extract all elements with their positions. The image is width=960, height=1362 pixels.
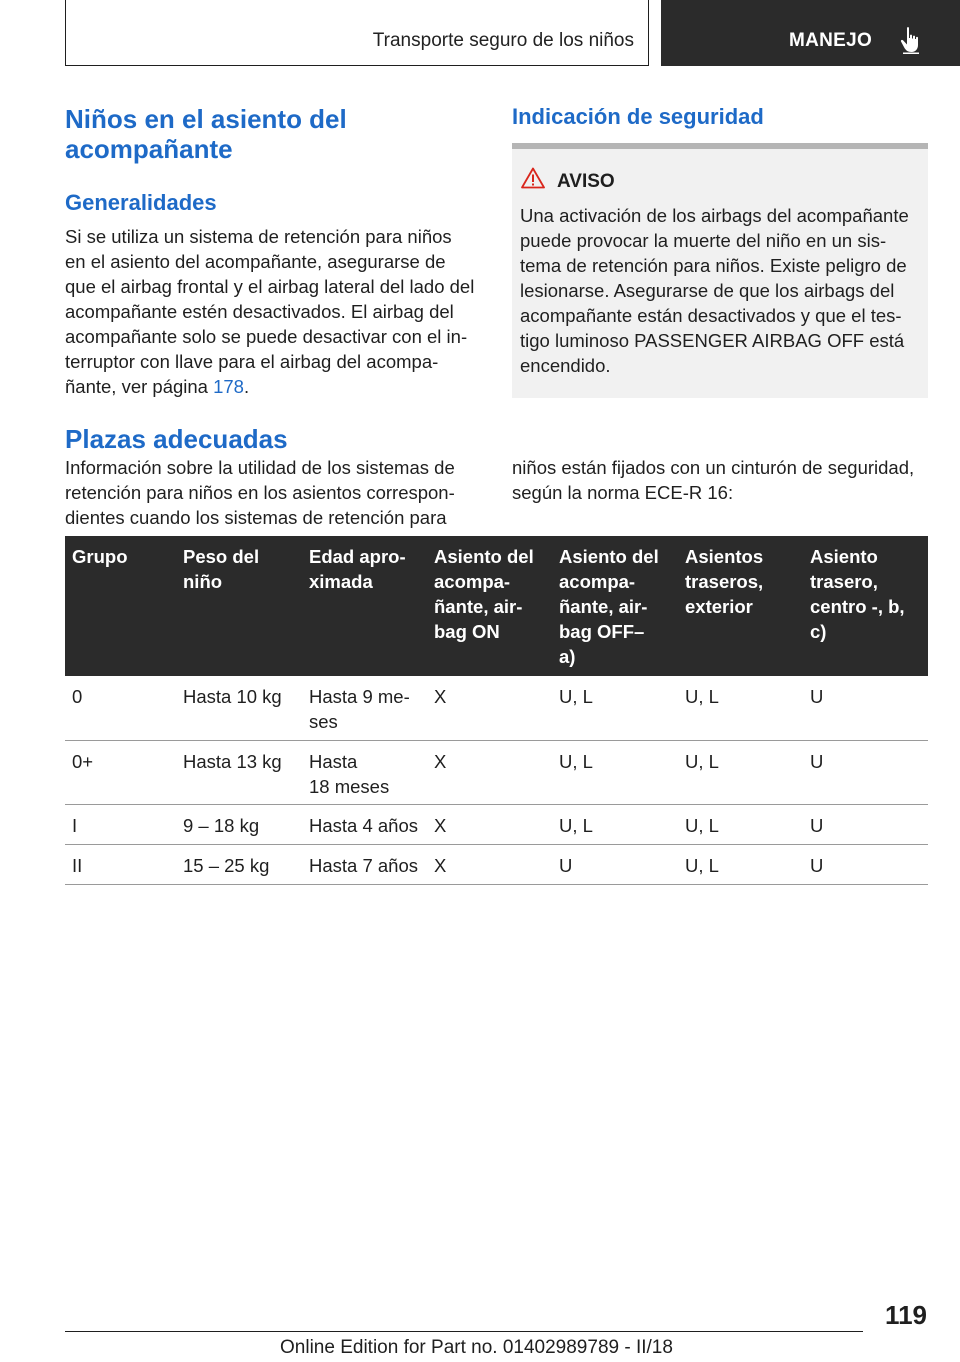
table-cell <box>685 853 719 878</box>
plazas-heading: Plazas adecuadas <box>65 424 288 454</box>
para-line-last <box>65 374 474 399</box>
chapter-tab[interactable] <box>661 0 960 66</box>
table-cell <box>434 853 446 878</box>
para-line: acompañante estén desactivados. El airbag del <box>65 301 454 322</box>
warning-line: lesionarse. Asegurarse de que los airbags del <box>520 280 895 301</box>
para-line: Información sobre la utilidad de los sistemas de <box>65 457 455 478</box>
cell-line: U, L <box>685 751 719 772</box>
page-link[interactable]: 178 <box>213 376 244 397</box>
para-text: ñante, ver página <box>65 376 214 397</box>
table-cell <box>559 684 593 709</box>
cell-line: U, L <box>685 855 719 876</box>
header-line: Peso del <box>183 546 260 567</box>
cell-line: U <box>810 751 824 772</box>
hand-pointer-icon <box>899 26 923 54</box>
table-cell <box>72 813 77 838</box>
cell-line: 9 – 18 kg <box>183 815 260 836</box>
cell-line: I <box>72 815 78 836</box>
cell-line: Hasta 4 años <box>309 815 419 836</box>
table-cell <box>810 813 823 838</box>
warning-line: tema de retención para niños. Existe peligro de <box>520 255 907 276</box>
table-header-cell <box>183 544 259 594</box>
edition-note: Online Edition for Part no. 01402989789 - II/18 <box>280 1337 673 1358</box>
table-cell <box>810 853 823 878</box>
table-header-cell <box>810 544 905 644</box>
chapter-label: MANEJO <box>789 30 873 51</box>
section-heading <box>65 104 347 164</box>
para-text: . <box>243 376 250 397</box>
header-line: ximada <box>309 571 373 592</box>
para-line: que el airbag frontal y el airbag lateral del lado del <box>65 276 475 297</box>
cell-line: U <box>810 855 824 876</box>
para-line: niños están fijados con un cinturón de seguridad, <box>512 457 915 478</box>
table-cell <box>72 853 82 878</box>
table-cell <box>434 749 446 774</box>
table-cell <box>559 813 593 838</box>
table-cell <box>810 749 823 774</box>
header-line: Grupo <box>72 546 128 567</box>
warning-title: AVISO <box>557 171 615 192</box>
page-number: 119 <box>885 1300 927 1330</box>
table-cell <box>72 684 82 709</box>
para-line: retención para niños en los asientos correspon‐ <box>65 482 455 503</box>
table-header-cell <box>72 544 128 569</box>
table-cell <box>559 749 593 774</box>
warning-line: acompañante están desactivados y que el tes‐ <box>520 305 902 326</box>
table-cell <box>309 749 389 799</box>
para-line: dientes cuando los sistemas de retención para <box>65 507 447 528</box>
table-cell <box>685 813 719 838</box>
footer-rule <box>65 1331 863 1332</box>
plazas-paragraph-left <box>65 455 455 530</box>
para-line: Si se utiliza un sistema de retención para niños <box>65 226 452 247</box>
table-cell <box>72 749 93 774</box>
section-heading-line: acompañante <box>65 134 233 164</box>
header-line: Asiento <box>810 546 878 567</box>
cell-line: 15 – 25 kg <box>183 855 270 876</box>
table-cell <box>434 684 446 709</box>
table-cell <box>183 813 259 838</box>
cell-line: U, L <box>685 815 719 836</box>
para-line: terruptor con llave para el airbag del acompa‐ <box>65 351 439 372</box>
header-line: ñante, air‐ <box>559 596 648 617</box>
cell-line: 0+ <box>72 751 94 772</box>
cell-line: X <box>434 855 447 876</box>
header-line: acompa‐ <box>559 571 636 592</box>
section-header <box>65 0 649 66</box>
table-cell <box>685 684 719 709</box>
header-line: Asiento del <box>434 546 534 567</box>
table-cell <box>309 813 418 838</box>
cell-line: U <box>559 855 573 876</box>
section-heading-line: Niños en el asiento del <box>65 104 347 134</box>
header-line: Asiento del <box>559 546 659 567</box>
table-header-cell <box>434 544 534 644</box>
cell-line: X <box>434 686 447 707</box>
cell-line: 18 meses <box>309 776 390 797</box>
cell-line: U, L <box>559 686 593 707</box>
warning-line: Una activación de los airbags del acompañante <box>520 205 909 226</box>
header-line: exterior <box>685 596 753 617</box>
para-line: acompañante solo se puede desactivar con el in‐ <box>65 326 468 347</box>
header-line: centro -, b, <box>810 596 905 617</box>
cell-line: X <box>434 751 447 772</box>
plazas-paragraph-right <box>512 455 914 505</box>
section-title: Transporte seguro de los niños <box>372 30 634 51</box>
table-cell <box>685 749 719 774</box>
table-cell <box>183 853 269 878</box>
cell-line: U, L <box>559 815 593 836</box>
header-line: acompa‐ <box>434 571 511 592</box>
header-line: niño <box>183 571 223 592</box>
cell-line: 0 <box>72 686 83 707</box>
table-header-cell <box>685 544 763 619</box>
table-cell <box>183 749 282 774</box>
para-line: según la norma ECE-R 16: <box>512 482 734 503</box>
subheading-generalidades: Generalidades <box>65 190 217 215</box>
warning-line: puede provocar la muerte del niño en un sis‐ <box>520 230 887 251</box>
warning-line: tigo luminoso PASSENGER AIRBAG OFF está <box>520 330 905 351</box>
cell-line: Hasta 10 kg <box>183 686 282 707</box>
header-line: Edad apro‐ <box>309 546 406 567</box>
table-cell <box>434 813 446 838</box>
header-line: ñante, air‐ <box>434 596 523 617</box>
cell-line: II <box>72 855 83 876</box>
cell-line: Hasta <box>309 751 358 772</box>
warning-line: encendido. <box>520 355 611 376</box>
cell-line: X <box>434 815 447 836</box>
table-cell <box>183 684 282 709</box>
header-line: bag ON <box>434 621 500 642</box>
safety-heading: Indicación de seguridad <box>512 104 764 129</box>
cell-line: U, L <box>559 751 593 772</box>
table-header-cell <box>559 544 659 669</box>
cell-line: Hasta 7 años <box>309 855 419 876</box>
table-cell <box>309 853 418 878</box>
cell-line: Hasta 13 kg <box>183 751 282 772</box>
cell-line: U <box>810 686 824 707</box>
header-line: traseros, <box>685 571 764 592</box>
warning-triangle-icon <box>521 167 545 189</box>
header-line: c) <box>810 621 827 642</box>
cell-line: Hasta 9 me‐ <box>309 686 410 707</box>
header-line: bag OFF– <box>559 621 645 642</box>
table-cell <box>559 853 572 878</box>
warning-text <box>520 203 909 378</box>
cell-line: ses <box>309 711 338 732</box>
table-cell <box>309 684 410 734</box>
header-line: Asientos <box>685 546 764 567</box>
header-line: trasero, <box>810 571 878 592</box>
cell-line: U <box>810 815 824 836</box>
table-header-cell <box>309 544 406 594</box>
cell-line: U, L <box>685 686 719 707</box>
table-cell <box>810 684 823 709</box>
para-line: en el asiento del acompañante, asegurarse de <box>65 251 446 272</box>
generalidades-paragraph <box>65 224 474 399</box>
header-line: a) <box>559 646 576 667</box>
